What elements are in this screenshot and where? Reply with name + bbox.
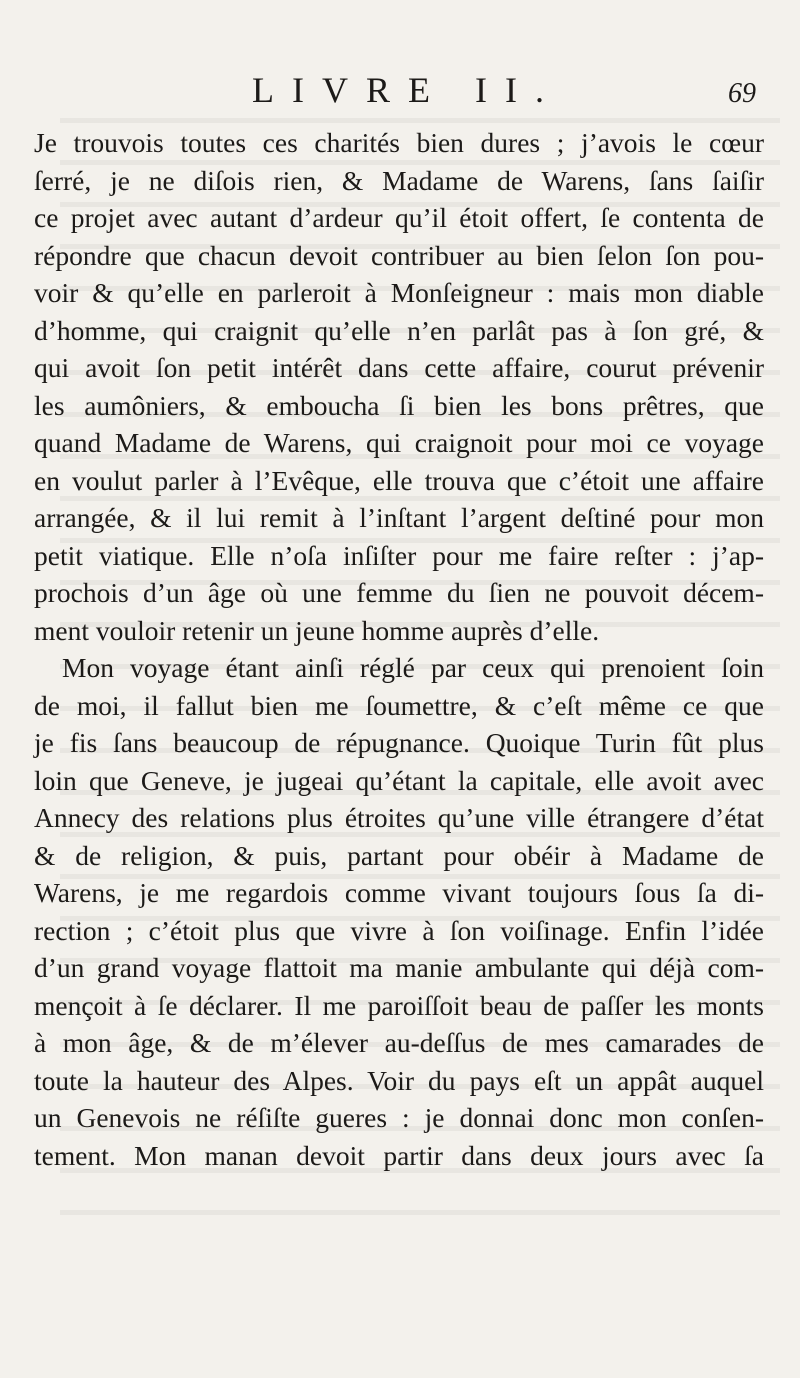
text-line: Mon voyage étant ainſi réglé par ceux qui prenoient ſoin xyxy=(62,652,764,683)
text-line: petit viatique. Elle n’oſa inſiſter pour me faire reſter : j’ap- xyxy=(34,539,764,571)
text-line: à mon âge, & de m’élever au-deſſus de mes camarades de xyxy=(34,1027,764,1058)
running-head: LIVRE II. xyxy=(252,70,562,110)
text-line: en voulut parler à l’Evêque, elle trouva que c’étoit une affaire xyxy=(34,464,764,496)
text-line: ce projet avec autant d’ardeur qu’il étoit offert, ſe contenta de xyxy=(34,202,764,233)
text-line: arrangée, & il lui remit à l’inſtant l’argent deſtiné pour mon xyxy=(34,502,764,533)
text-line: tement. Mon manan devoit partir dans deux jours avec ſa xyxy=(34,1139,764,1171)
text-line: voir & qu’elle en parleroit à Monſeigneur : mais mon diable xyxy=(34,277,764,308)
text-line: mençoit à ſe déclarer. Il me paroiſſoit beau de paſſer les monts xyxy=(34,989,764,1021)
page-number: 69 xyxy=(728,78,756,109)
text-line: loin que Geneve, je jugeai qu’étant la capitale, elle avoit avec xyxy=(34,764,764,796)
text-line: je fis ſans beaucoup de répugnance. Quoique Turin fût plus xyxy=(34,727,764,758)
body-text xyxy=(34,124,764,1174)
text-line: prochois d’un âge où une femme du ſien ne pouvoit décem- xyxy=(34,577,764,608)
text-line: & de religion, & puis, partant pour obéir à Madame de xyxy=(34,839,764,871)
text-line: qui avoit ſon petit intérêt dans cette affaire, courut prévenir xyxy=(34,352,764,383)
text-line: quand Madame de Warens, qui craignoit pour moi ce voyage xyxy=(34,427,764,458)
text-line: un Genevois ne réſiſte gueres : je donnai donc mon conſen- xyxy=(34,1102,764,1133)
text-line: Annecy des relations plus étroites qu’une ville étrangere d’état xyxy=(34,802,764,833)
text-line: Je trouvois toutes ces charités bien dures ; j’avois le cœur xyxy=(34,127,764,158)
text-line: d’un grand voyage flattoit ma manie ambulante qui déjà com- xyxy=(34,952,764,983)
text-line: répondre que chacun devoit contribuer au bien ſelon ſon pou- xyxy=(34,239,764,271)
text-line: de moi, il fallut bien me ſoumettre, & c’eſt même ce que xyxy=(34,689,764,721)
text-line: les aumôniers, & emboucha ſi bien les bons prêtres, que xyxy=(34,389,764,421)
text-line: ment vouloir retenir un jeune homme auprès d’elle. xyxy=(34,614,600,646)
text-line: Warens, je me regardois comme vivant toujours ſous ſa di- xyxy=(34,877,764,908)
text-line: d’homme, qui craignit qu’elle n’en parlât pas à ſon gré, & xyxy=(34,314,764,346)
text-line: rection ; c’étoit plus que vivre à ſon voiſinage. Enfin l’idée xyxy=(34,914,764,946)
text-line: toute la hauteur des Alpes. Voir du pays eſt un appât auquel xyxy=(34,1064,764,1096)
text-line: ſerré, je ne diſois rien, & Madame de Warens, ſans ſaiſir xyxy=(34,164,764,196)
